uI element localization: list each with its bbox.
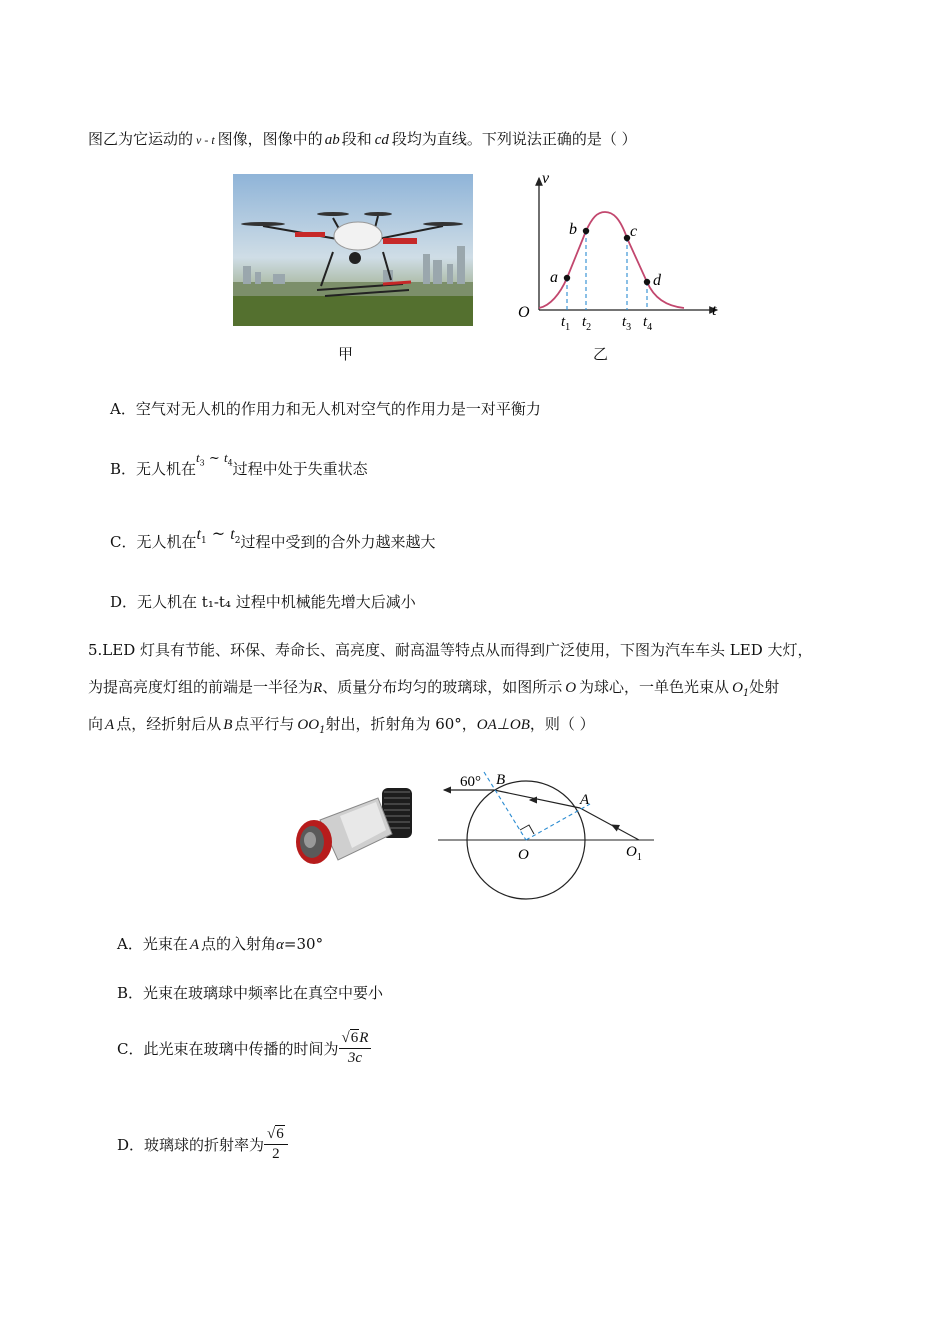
tick-t2: $t_2$: [582, 314, 592, 333]
axis-v-label: v: [542, 170, 550, 187]
origin-label: O: [518, 304, 530, 321]
q5-line3: 向 A 点，经折射后从 B 点平行与 $OO_1$射出，折射角为 60°，OA⊥OB，则（ ）: [88, 715, 595, 736]
point-a: [564, 275, 570, 281]
axis-t-label: t: [712, 302, 717, 319]
drone-photo: [233, 174, 473, 326]
label-c: c: [630, 223, 638, 240]
q5-line1: 5.LED 灯具有节能、环保、寿命长、高亮度、耐高温等特点从而得到广泛使用，下图为汽车车头 LED 大灯，: [88, 641, 813, 659]
point-b: [583, 228, 589, 234]
point-d: [644, 279, 650, 285]
q4-intro: 图乙为它运动的 v - t 图像，图像中的 ab 段和 cd 段均为直线。下列说法正确的是（ ）: [88, 130, 637, 148]
point-B-label: B: [496, 772, 506, 788]
q5-option-b[interactable]: B．光束在玻璃球中频率比在真空中要小: [117, 984, 384, 1002]
label-a: a: [550, 269, 558, 286]
q4-option-b[interactable]: B．无人机在$t_3$ ~ $t_4$过程中处于失重状态: [110, 450, 368, 478]
point-A-label: A: [580, 792, 590, 808]
cd-label: cd: [374, 132, 389, 148]
ab-label: ab: [324, 132, 340, 148]
glass-sphere-diagram: [436, 764, 658, 902]
label-d: d: [653, 272, 661, 289]
q5-option-c[interactable]: C．此光束在玻璃中传播的时间为 $\frac{√6R}{3c}$: [117, 1030, 371, 1067]
q5-option-a[interactable]: A．光束在 A 点的入射角α=30°: [117, 935, 324, 953]
vt-graph: [512, 166, 727, 336]
q5-option-d[interactable]: D．玻璃球的折射率为 $\frac{√6}{2}$: [117, 1126, 288, 1163]
q5-line2: 为提高亮度灯组的前端是一半径为R、质量分布均匀的玻璃球，如图所示 O 为球心，一单色光束从 $O_1$处射: [88, 678, 780, 699]
q4-option-a[interactable]: A．空气对无人机的作用力和无人机对空气的作用力是一对平衡力: [110, 400, 541, 418]
center-O-label: O: [518, 847, 529, 863]
caption-jia: 甲: [338, 345, 354, 363]
led-lamp-image: [290, 780, 430, 872]
q4-option-d[interactable]: D．无人机在 t₁-t₄ 过程中机械能先增大后减小: [110, 593, 416, 611]
tick-t4: $t_4$: [643, 314, 653, 333]
point-O1-label: $O_1$: [626, 844, 642, 863]
label-b: b: [569, 221, 577, 238]
q4-option-c[interactable]: C．无人机在$t_1$ ~ $t_2$过程中受到的合外力越来越大: [110, 524, 436, 551]
caption-yi: 乙: [593, 345, 609, 363]
time-range-t3-t4: $t_3$ ~ $t_4$: [196, 450, 233, 468]
vt-label: v - t: [196, 133, 215, 147]
tick-t1: $t_1$: [561, 314, 571, 333]
refractive-index-fraction: $\frac{√6}{2}$: [264, 1126, 288, 1163]
time-fraction: $\frac{√6R}{3c}$: [339, 1030, 372, 1067]
time-range-t1-t2: $t_1$ ~ $t_2$: [196, 524, 241, 547]
angle-60-label: 60°: [460, 774, 481, 790]
tick-t3: $t_3$: [622, 314, 632, 333]
